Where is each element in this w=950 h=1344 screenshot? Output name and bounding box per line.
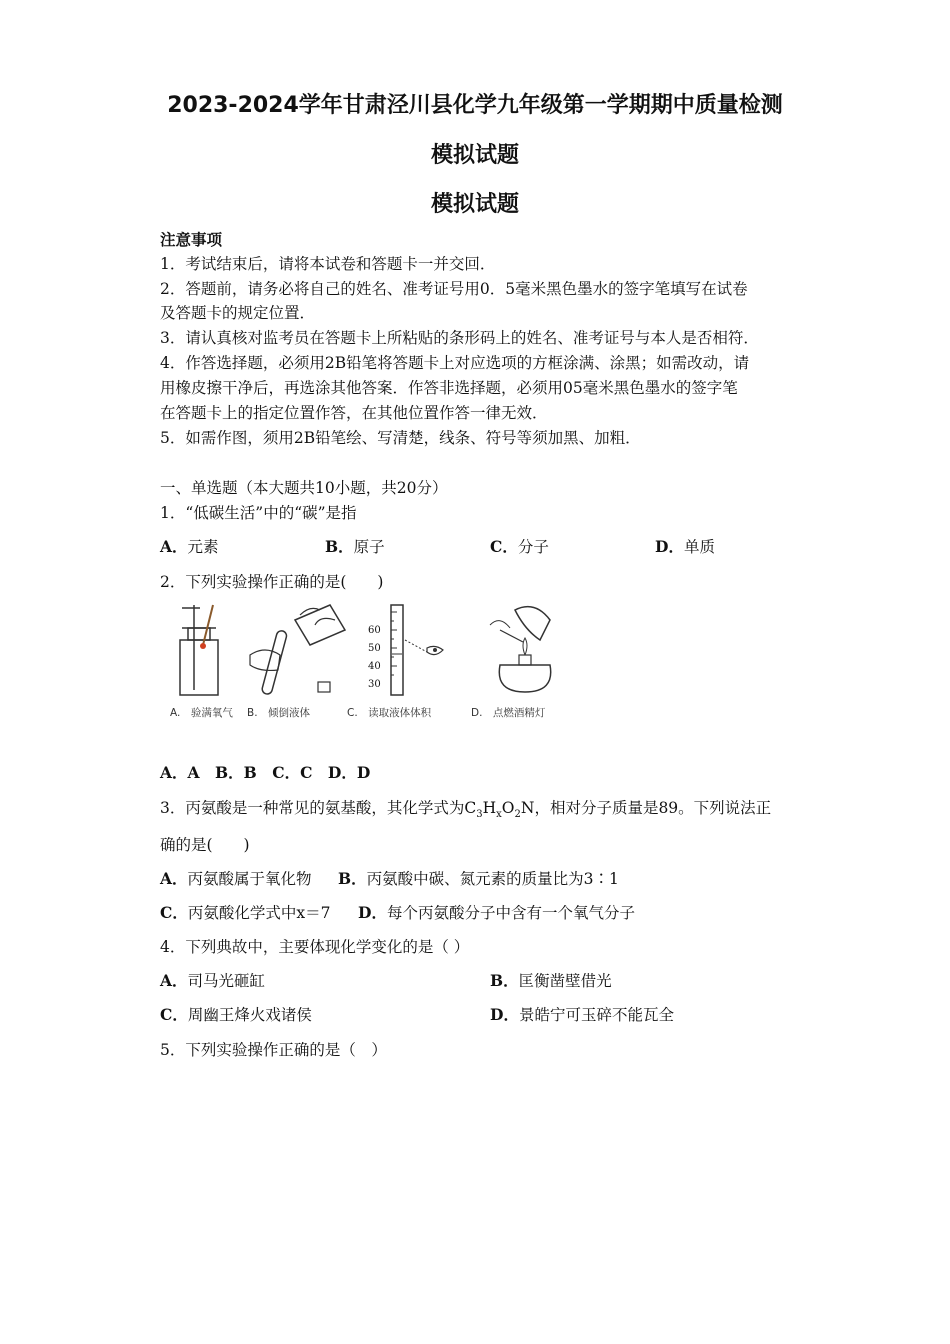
question-4-stem: 4．下列典故中，主要体现化学变化的是（ ） bbox=[160, 938, 470, 956]
q3-option-d: D．每个丙氨酸分子中含有一个氧气分子 bbox=[358, 903, 635, 922]
notice-line: 及答题卡的规定位置． bbox=[160, 304, 316, 322]
q4-option-d: D．景皓宁可玉碎不能瓦全 bbox=[490, 1005, 674, 1024]
cylinder-tick-label: 30 bbox=[368, 679, 381, 690]
notice-line: 3．请认真核对监考员在答题卡上所粘贴的条形码上的姓名、准考证号与本人是否相符． bbox=[160, 329, 759, 347]
cylinder-tick-label: 40 bbox=[368, 661, 381, 672]
cylinder-tick-label: 50 bbox=[368, 643, 381, 654]
cylinder-tick-label: 60 bbox=[368, 625, 381, 636]
question-5-stem: 5．下列实验操作正确的是（ ） bbox=[160, 1041, 387, 1059]
q1-option-c: C．分子 bbox=[490, 537, 549, 556]
q4-option-c: C．周幽王烽火戏诸侯 bbox=[160, 1005, 312, 1024]
question-2-stem: 2．下列实验操作正确的是( ) bbox=[160, 573, 384, 591]
question-3-stem-cont: 确的是( ) bbox=[160, 836, 250, 854]
figure-caption: A. 验满氧气 bbox=[170, 707, 233, 719]
q4-option-b: B．匡衡凿壁借光 bbox=[490, 971, 612, 990]
q1-option-a: A．元素 bbox=[160, 537, 219, 556]
question-3-stem: 3．丙氨酸是一种常见的氨基酸，其化学式为$C_3H_xO_2N$，相对分子质量是89。下列说法正 bbox=[160, 799, 772, 821]
figure-caption: B. 倾倒液体 bbox=[247, 707, 311, 719]
q3-option-c: C．丙氨酸化学式中x＝7 bbox=[160, 903, 331, 922]
figure-caption: D. 点燃酒精灯 bbox=[471, 707, 546, 719]
page-title: 2023-2024学年甘肃泾川县化学九年级第一学期期中质量检测 bbox=[167, 93, 783, 118]
notice-line: 1．考试结束后，请将本试卷和答题卡一并交回． bbox=[160, 255, 496, 273]
alcohol-lamp-figure bbox=[485, 600, 565, 700]
notice-heading: 注意事项 bbox=[160, 230, 223, 249]
q1-option-b: B．原子 bbox=[325, 537, 385, 556]
question-1-stem: 1．“低碳生活”中的“碳”是指 bbox=[160, 504, 357, 522]
figure-caption: C. 读取液体体积 bbox=[347, 707, 432, 719]
q4-option-a: A．司马光砸缸 bbox=[160, 971, 266, 990]
oxygen-bottle-figure bbox=[170, 600, 230, 700]
q2-options: A．A B．B C．C D．D bbox=[160, 763, 371, 782]
q3-option-a: A．丙氨酸属于氧化物 bbox=[160, 869, 312, 888]
q2-figures bbox=[165, 600, 565, 725]
notice-line: 5．如需作图，须用2B铅笔绘、写清楚，线条、符号等须加黑、加粗． bbox=[160, 429, 641, 447]
notice-line: 在答题卡上的指定位置作答，在其他位置作答一律无效． bbox=[160, 404, 548, 422]
section-heading: 一、单选题（本大题共10小题，共20分） bbox=[160, 479, 448, 497]
q3-option-b: B．丙氨酸中碳、氮元素的质量比为3∶1 bbox=[338, 869, 619, 888]
page-subtitle: 模拟试题 bbox=[430, 143, 519, 168]
page-subtitle-repeat: 模拟试题 bbox=[430, 192, 519, 217]
pouring-liquid-figure bbox=[240, 600, 350, 700]
notice-line: 4．作答选择题，必须用2B铅笔将答题卡上对应选项的方框涂满、涂黑；如需改动，请 bbox=[160, 354, 750, 372]
notice-line: 2．答题前，请务必将自己的姓名、准考证号用0．5毫米黑色墨水的签字笔填写在试卷 bbox=[160, 280, 748, 298]
q1-option-d: D．单质 bbox=[655, 537, 715, 556]
notice-line: 用橡皮擦干净后，再选涂其他答案．作答非选择题，必须用05毫米黑色墨水的签字笔 bbox=[160, 379, 738, 397]
cylinder-tick-labels bbox=[368, 622, 381, 694]
